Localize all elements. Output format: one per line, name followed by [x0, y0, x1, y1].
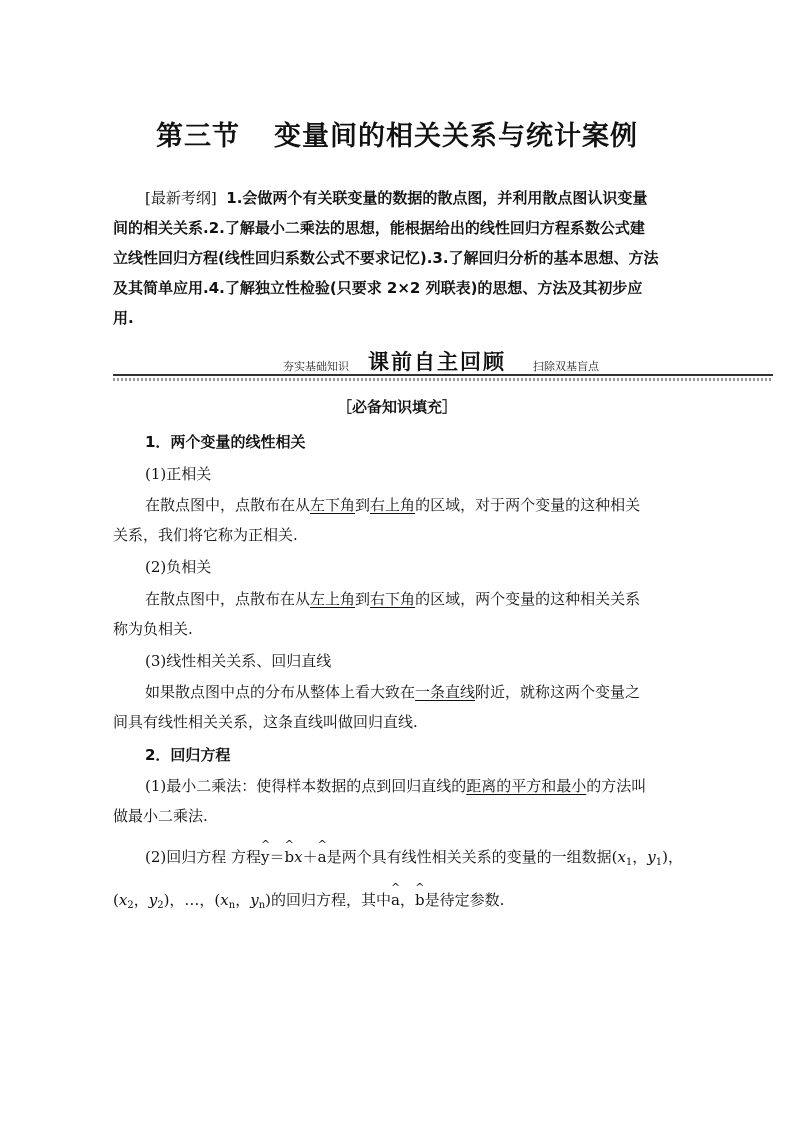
text-run: 到 [355, 496, 371, 514]
section-heading: ［必备知识填充］ [336, 398, 457, 416]
label-negative-correlation: (2)负相关 [145, 558, 212, 576]
subscript: 1 [625, 857, 633, 868]
syllabus-tag: [最新考纲] [145, 189, 217, 207]
subscript: n [258, 900, 266, 911]
text-run: )的回归方程，其中 [265, 891, 392, 909]
syllabus-line: 1.会做两个有关联变量的数据的散点图，并利用散点图认识变量 [226, 189, 648, 207]
banner-right-text: 扫除双基盲点 [533, 360, 599, 373]
subscript: 1 [655, 857, 663, 868]
paragraph-line: 称为负相关. [113, 620, 193, 638]
b-hat-symbol: ^ b [285, 842, 295, 872]
subscript: 2 [157, 900, 164, 911]
text-run: ， [632, 848, 648, 866]
syllabus-line: 立线性回归方程(线性回归系数公式不要求记忆).3.了解回归分析的基本思想、方法 [113, 249, 659, 267]
paragraph-line [145, 677, 715, 707]
a-hat-symbol: ^ a [391, 885, 400, 915]
syllabus-block [113, 183, 683, 333]
text-run: ， [235, 891, 251, 909]
heading-regression-equation: 2．回归方程 [145, 746, 231, 764]
a-hat-symbol: ^ a [318, 842, 327, 872]
banner-rule [113, 374, 773, 376]
section-banner [113, 344, 773, 384]
underlined-answer: 左下角 [310, 496, 356, 514]
text-run: ， [399, 891, 415, 909]
text-run: 的区域，对于两个变量的这种相关 [415, 496, 641, 514]
text-run: 在散点图中，点散布在从 [145, 496, 311, 514]
heading-linear-correlation: 1．两个变量的线性相关 [145, 433, 306, 451]
paragraph-line [145, 490, 715, 520]
underlined-answer: 右下角 [370, 590, 416, 608]
paragraph-line: 关系，我们将它称为正相关. [113, 526, 298, 544]
paragraph-line [145, 584, 715, 614]
subscript: 2 [127, 900, 134, 911]
text-run: 的区域，两个变量的这种相关关系 [415, 590, 641, 608]
text-run: ＝ [269, 848, 285, 866]
text-run: (2)回归方程 方程 [145, 848, 262, 866]
title-topic: 变量间的相关关系与统计案例 [274, 121, 638, 152]
paragraph-line [145, 842, 715, 878]
y-hat-symbol: ^ y [261, 842, 269, 872]
x-variable: x [118, 891, 128, 909]
syllabus-line: 及其简单应用.4.了解独立性检验(只要求 2×2 列联表)的思想、方法及其初步应 [113, 279, 643, 297]
text-run: )， [662, 848, 684, 866]
text-run: 是两个具有线性相关关系的变量的一组数据( [326, 848, 618, 866]
text-run: 附近，就称这两个变量之 [475, 683, 641, 701]
paragraph-line: 间具有线性相关关系，这条直线叫做回归直线. [113, 713, 418, 731]
banner-left-text: 夯实基础知识 [283, 360, 349, 373]
underlined-answer: 右上角 [370, 496, 416, 514]
x-variable: x [617, 848, 626, 866]
text-run: 的方法叫 [586, 777, 647, 795]
banner-title: 课前自主回顾 [368, 350, 506, 374]
y-variable: y [647, 848, 656, 866]
paragraph-line: 做最小二乘法. [113, 807, 208, 825]
label-positive-correlation: (1)正相关 [145, 465, 212, 483]
label-regression-line: (3)线性相关关系、回归直线 [145, 652, 332, 670]
x-variable: x [220, 891, 229, 909]
paragraph-line [113, 885, 683, 921]
text-run: ( [113, 891, 119, 909]
syllabus-line: 间的相关关系.2.了解最小二乘法的思想，能根据给出的线性回归方程系数公式建 [113, 219, 645, 237]
paragraph-line [145, 771, 715, 801]
banner-dotted-rule [113, 378, 773, 381]
text-run: ， [133, 891, 149, 909]
title-section: 第三节 [156, 121, 240, 152]
text-run: )，…，( [163, 891, 221, 909]
underlined-answer: 一条直线 [415, 683, 476, 701]
y-variable: y [250, 891, 259, 909]
subscript: n [228, 900, 236, 911]
b-hat-symbol: ^ b [415, 885, 425, 915]
underlined-answer: 距离的平方和最小 [466, 777, 587, 795]
underlined-answer: 左上角 [310, 590, 356, 608]
text-run: 如果散点图中点的分布从整体上看大致在 [145, 683, 416, 701]
text-run: 是待定参数. [424, 891, 505, 909]
text-run: 到 [355, 590, 371, 608]
text-run: ＋ [302, 848, 318, 866]
text-run: 在散点图中，点散布在从 [145, 590, 311, 608]
page-title [0, 114, 794, 153]
x-variable: x [294, 848, 303, 866]
syllabus-line: 用. [113, 309, 134, 327]
y-variable: y [148, 891, 158, 909]
text-run: (1)最小二乘法：使得样本数据的点到回归直线的 [145, 777, 467, 795]
